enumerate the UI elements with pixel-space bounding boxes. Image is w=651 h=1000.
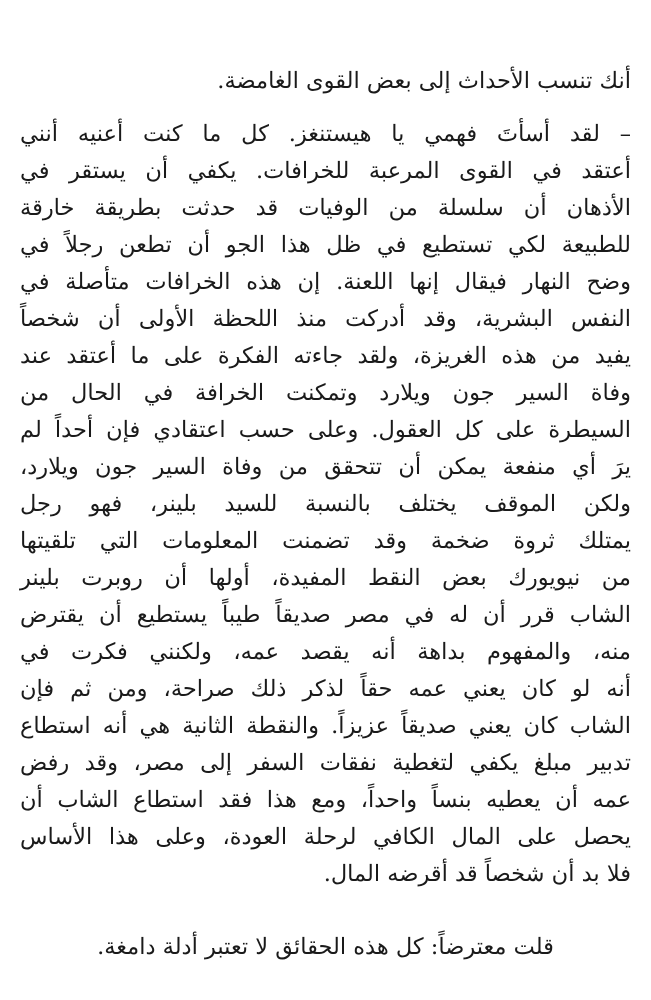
text-line: أنه لو كان يعني عمه حقاً لذكر ذلك صراحة، ومن ثم فإن: [20, 676, 631, 702]
text-line: تدبير مبلغ يكفي لتغطية نفقات السفر إلى مصر، وقد رفض: [20, 750, 631, 776]
text-line: فلا بد أن شخصاً قد أقرضه المال.: [323, 861, 631, 887]
text-line: أعتقد في القوى المرعبة للخرافات. يكفي أن يستقر في: [20, 158, 631, 184]
text-line: يرَ أي منفعة يمكن أن تتحقق من وفاة السير جون ويلارد،: [20, 454, 631, 480]
text-line: السيطرة على كل العقول. وعلى حسب اعتقادي فإن أحداً لم: [20, 417, 631, 443]
text-line: – لقد أسأتَ فهمي يا هيستنغز. كل ما كنت أعنيه أنني: [20, 121, 631, 147]
text-line: يمتلك ثروة ضخمة وقد تضمنت المعلومات التي تلقيتها: [20, 528, 631, 554]
book-page: [20, 0, 631, 1000]
text-line: الأذهان أن سلسلة من الوفيات قد حدثت بطريقة خارقة: [20, 195, 631, 221]
text-line: وضح النهار فيقال إنها اللعنة. إن هذه الخرافات متأصلة في: [20, 269, 631, 295]
text-line: الشاب قرر أن له في مصر صديقاً طيباً يستطيع أن يقترض: [20, 602, 631, 628]
text-line: الشاب كان يعني صديقاً عزيزاً. والنقطة الثانية هي أنه استطاع: [20, 713, 631, 739]
text-line: عمه أن يعطيه بنساً واحداً، ومع هذا فقد استطاع الشاب أن: [20, 787, 631, 813]
text-line: منه، والمفهوم بداهة أنه يقصد عمه، ولكنني فكرت في: [20, 639, 631, 665]
text-line: يحصل على المال الكافي لرحلة العودة، وعلى هذا الأساس: [20, 824, 631, 850]
text-line: النفس البشرية، وقد أدركت منذ اللحظة الأولى أن شخصاً: [20, 306, 631, 332]
text-line: ولكن الموقف يختلف بالنسبة للسيد بلينر، فهو رجل: [20, 491, 631, 517]
text-line: أنك تنسب الأحداث إلى بعض القوى الغامضة.: [217, 68, 631, 94]
text-line: للطبيعة لكي تستطيع في ظل هذا الجو أن تطعن رجلاً في: [20, 232, 631, 258]
text-line: يفيد من هذه الغريزة، ولقد جاءته الفكرة على ما أعتقد عند: [20, 343, 631, 369]
text-line: وفاة السير جون ويلارد وتمكنت الخرافة في الحال من: [20, 380, 631, 406]
text-line: من نيويورك بعض النقط المفيدة، أولها أن روبرت بلينر: [20, 565, 631, 591]
text-line: قلت معترضاً: كل هذه الحقائق لا تعتبر أدلة دامغة.: [97, 934, 554, 960]
